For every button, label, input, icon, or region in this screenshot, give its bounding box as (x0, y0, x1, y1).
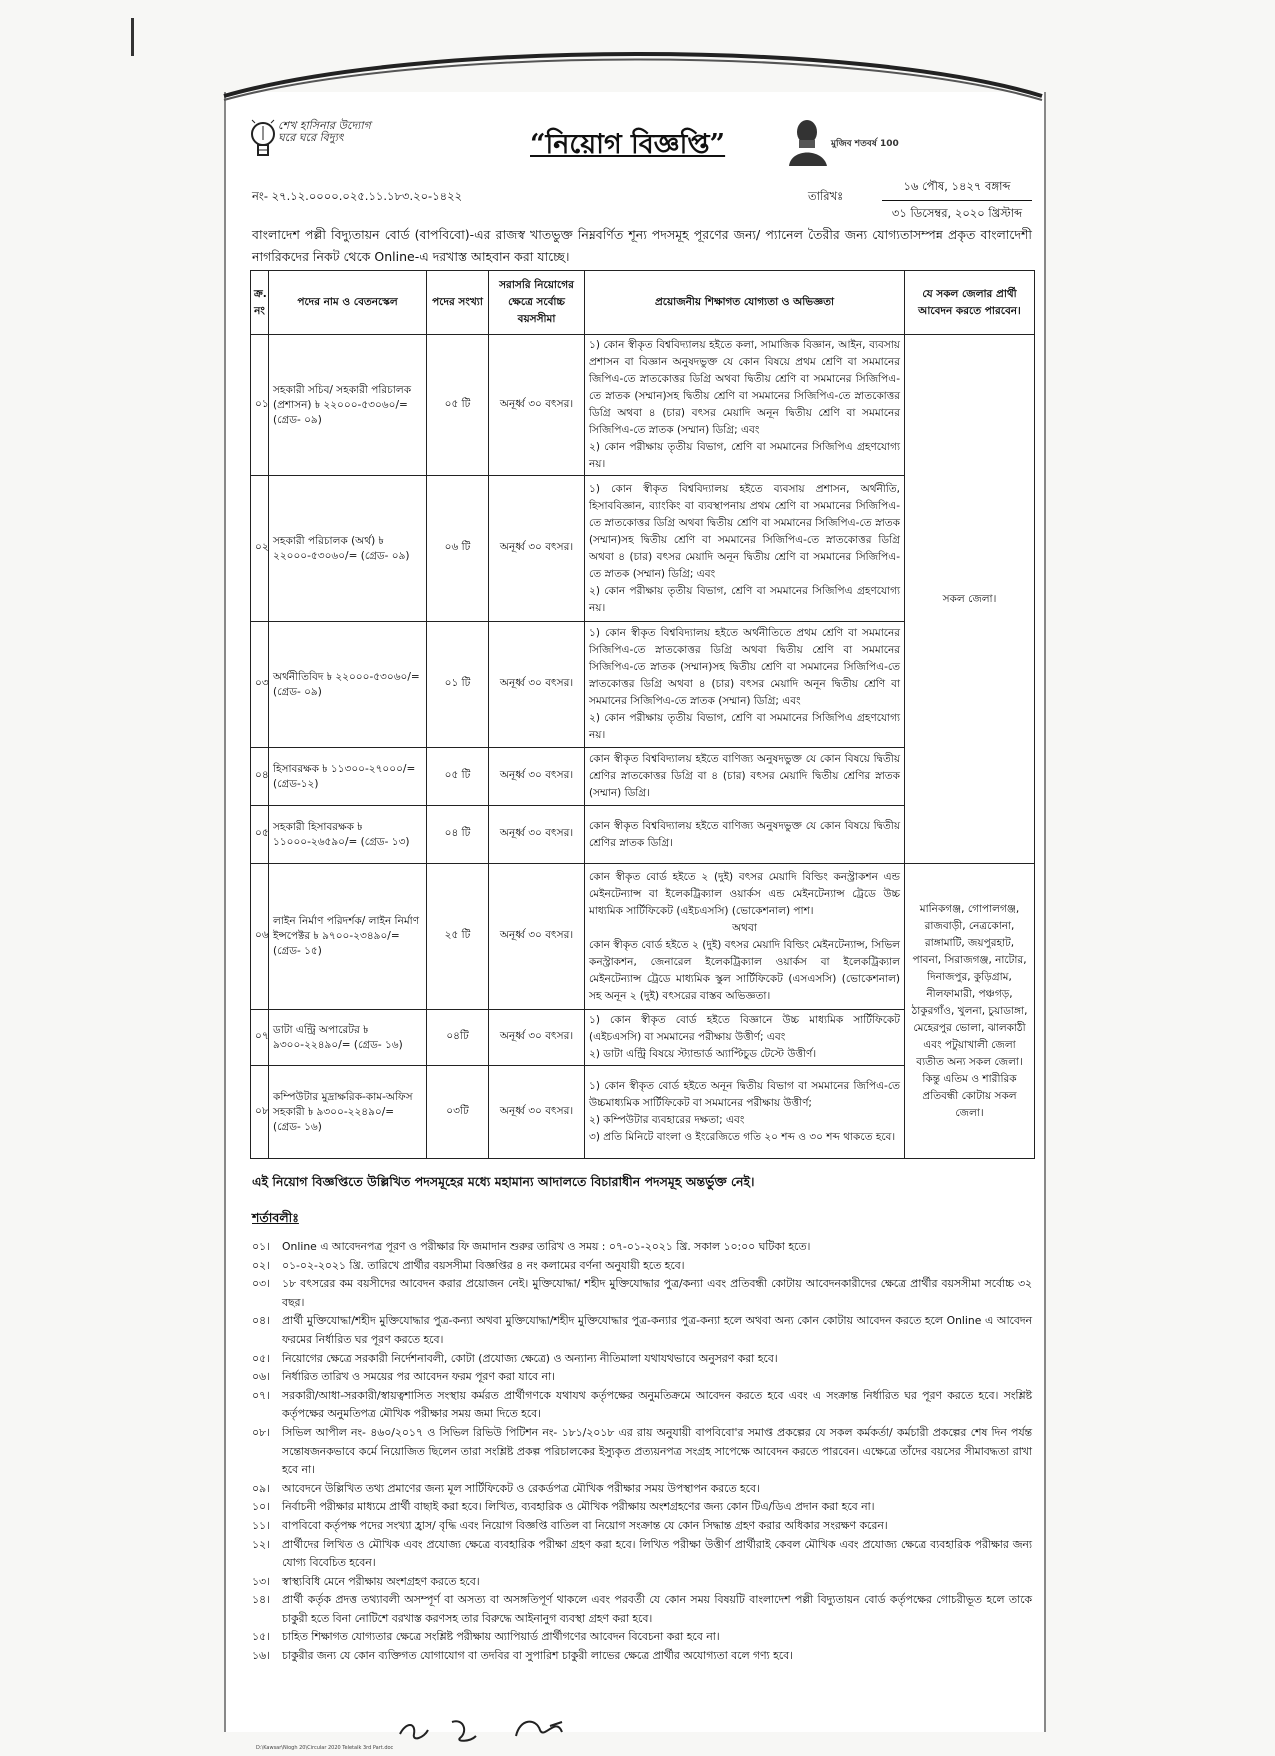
term-text: প্রার্থী মুক্তিযোদ্ধা/শহীদ মুক্তিযোদ্ধার পুত্র-কন্যা অথবা মুক্তিযোদ্ধা/শহীদ মুক্তিযোদ্ধার পুত্র-কন্যার পুত্র-কন্যা হলে অথবা অন্য কোন কোটায় আবেদন করতে হলে Online এ আবেদন ফরমের নির্ধারিত ঘর পূরণ করতে হবে। (282, 1314, 1032, 1346)
term-text: নিয়োগের ক্ষেত্রে সরকারী নির্দেশনাবলী, কোটা (প্রযোজ্য ক্ষেত্রে) ও অন্যান্য নীতিমালা যথাযথভাবে অনুসরণ করা হবে। (282, 1351, 778, 1365)
row-serial: ০৪ (251, 748, 269, 806)
list-item (252, 1312, 1032, 1349)
row-post-name: সহকারী পরিচালক (অর্থ) ৳ ২২০০০-৫৩০৬০/= (গ্রেড- ০৯) (269, 476, 427, 622)
list-item (252, 1480, 1032, 1499)
row-post-count: ০১ টি (427, 622, 489, 748)
logo-left-text: শেখ হাসিনার উদ্যোগ ঘরে ঘরে বিদ্যুৎ (278, 119, 371, 144)
row-qualification (585, 1066, 905, 1159)
qualification-line: ২) কোন পরীক্ষায় তৃতীয় বিভাগ, শ্রেণি বা সমমানের সিজিপিএ গ্রহণযোগ্য নয়। (589, 441, 900, 470)
list-item (252, 1573, 1032, 1592)
term-number: ১২। (252, 1537, 270, 1551)
district-restricted-cell: মানিকগঞ্জ, গোপালগঞ্জ, রাজবাড়ী, নেত্রকোনা, রাঙ্গামাটি, জয়পুরহাট, পাবনা, সিরাজগঞ্জ, নাটোর, দিনাজপুর, কুড়িগ্রাম, নীলফামারী, পঞ্চগড়, ঠাকুরগাঁও, খুলনা, চুয়াডাঙ্গা, মেহেরপুর ভোলা, ঝালকাঠী এবং পটুয়াখালী জেলা ব্যতীত অন্য সকল জেলা। কিন্তু এতিম ও শারীরিক প্রতিবন্ধী কোটায় সকল জেলা। (905, 864, 1035, 1159)
term-text: ১৮ বৎসরের কম বয়সীদের আবেদন করার প্রয়োজন নেই। মুক্তিযোদ্ধা/ শহীদ মুক্তিযোদ্ধার পুত্র/কন্যা এবং প্রতিবন্ধী কোটায় আবেদনকারীদের ক্ষেত্রে প্রার্থীর বয়সসীমা সর্বোচ্চ ৩২ বছর। (282, 1277, 1032, 1309)
memo-number: নং- ২৭.১২.০০০০.০২৫.১১.১৮৩.২০-১৪২২ (252, 189, 463, 203)
term-number: ১৪। (252, 1593, 270, 1607)
term-number: ১৩। (252, 1574, 270, 1588)
term-number: ০৫। (252, 1351, 270, 1365)
row-post-name: লাইন নির্মাণ পরিদর্শক/ লাইন নির্মাণ ইন্সপেক্টর ৳ ৯৭০০-২৩৪৯০/= (গ্রেড- ১৫) (269, 864, 427, 1010)
row-post-name: কম্পিউটার মুদ্রাক্ষরিক-কাম-অফিস সহকারী ৳ ৯৩০০-২২৪৯০/= (গ্রেড- ১৬) (269, 1066, 427, 1159)
qualification-line: ১) কোন স্বীকৃত বোর্ড হইতে অনূন দ্বিতীয় বিভাগ বা সমমানের জিপিএ-তে উচ্চমাধ্যমিক সার্টিফিকেট বা সমমানের পরীক্ষায় উত্তীর্ণ; (589, 1080, 900, 1109)
term-number: ০৭। (252, 1388, 270, 1402)
sub-judice-note: এই নিয়োগ বিজ্ঞপ্তিতে উল্লিখিত পদসমূহের মধ্যে মহামান্য আদালতে বিচারাধীন পদসমূহ অন্তর্ভুক্ত নেই। (252, 1174, 755, 1189)
term-number: ০৪। (252, 1314, 270, 1328)
row-post-count: ০৩টি (427, 1066, 489, 1159)
qualification-line: ২) কম্পিউটার ব্যবহারের দক্ষতা; এবং (589, 1114, 745, 1126)
row-post-name: হিসাবরক্ষক ৳ ১১৩০০-২৭০০০/= (গ্রেড-১২) (269, 748, 427, 806)
district-all-cell: সকল জেলা। (905, 335, 1035, 864)
qualification-line: ১) কোন স্বীকৃত বিশ্ববিদ্যালয় হইতে কলা, সামাজিক বিজ্ঞান, আইন, ব্যবসায় প্রশাসন বা বিজ্ঞান অনুষদভুক্ত যে কোন বিষয়ে প্রথম শ্রেণি বা সমমানের জিপিএ-তে স্নাতকোত্তর ডিগ্রি অথবা দ্বিতীয় শ্রেণি বা সমমানের সিজিপিএ-তে স্নাতক (সম্মান)সহ দ্বিতীয় শ্রেণি বা সমমানের সিজিপিএ-তে স্নাতকোত্তর ডিগ্রি অথবা ৪ (চার) বৎসর মেয়াদি অনূন দ্বিতীয় শ্রেণি বা সমমানের সিজিপিএ-তে স্নাতক (সম্মান) ডিগ্রি; এবং (589, 339, 900, 436)
list-item (252, 1275, 1032, 1312)
row-post-count: ২৫ টি (427, 864, 489, 1010)
term-text: Online এ আবেদনপত্র পূরণ ও পরীক্ষার ফি জমাদান শুরুর তারিখ ও সময় : ০৭-০১-২০২১ খ্রি. সকাল ১০:০০ ঘটিকা হতে। (282, 1240, 811, 1253)
row-post-name: সহকারী সচিব/ সহকারী পরিচালক (প্রশাসন) ৳ ২২০০০-৫৩০৬০/= (গ্রেড- ০৯) (269, 335, 427, 476)
term-text: চাহিত শিক্ষাগত যোগ্যতার ক্ষেত্রে সংশ্লিষ্ট পরীক্ষায় অ্যাপিয়ার্ড প্রার্থীগণের আবেদন বিবেচনা করা হবে না। (282, 1630, 720, 1644)
sheikh-hasina-initiative-logo (250, 116, 400, 168)
list-item (252, 1387, 1032, 1424)
term-text: আবেদনে উল্লিখিত তথ্য প্রমাণের জন্য মূল সার্টিফিকেট ও রেকর্ডপত্র মৌখিক পরীক্ষার সময় উপস্থাপন করতে হবে। (282, 1481, 760, 1495)
list-item (252, 1517, 1032, 1536)
list-item (252, 1350, 1032, 1369)
list-item (252, 1498, 1032, 1517)
term-number: ০২। (252, 1258, 270, 1272)
row-age-limit: অনূর্ধ্ব ৩০ বৎসর। (489, 476, 585, 622)
initial-signature-1 (400, 1725, 428, 1738)
intro-paragraph: বাংলাদেশ পল্লী বিদ্যুতায়ন বোর্ড (বাপবিবো)-এর রাজস্ব খাতভুক্ত নিম্নবর্ণিত শূন্য পদসমূহ পূরণের জন্য/ প্যানেল তৈরীর জন্য যোগ্যতাসম্পন্ন প্রকৃত বাংলাদেশী নাগরিকদের নিকট থেকে Online-এ দরখাস্ত আহবান করা যাচ্ছে। (252, 227, 1032, 264)
row-age-limit: অনূর্ধ্ব ৩০ বৎসর। (489, 1066, 585, 1159)
footer-file-path: D:\Kawsar\Niogh 20\Circular 2020 Teletalk 3rd Part.doc (256, 1745, 394, 1751)
term-number: ১১। (252, 1518, 270, 1532)
list-item (252, 1647, 1032, 1666)
initial-signature-3 (516, 1722, 562, 1736)
qualification-line: ২) কোন পরীক্ষায় তৃতীয় বিভাগ, শ্রেণি বা সমমানের সিজিপিএ গ্রহণযোগ্য নয়। (589, 712, 900, 741)
row-serial: ০৫ (251, 806, 269, 864)
row-post-count: ০৪ টি (427, 806, 489, 864)
signatures (380, 1708, 640, 1748)
term-text: নির্বাচনী পরীক্ষার মাধ্যমে প্রার্থী বাছাই করা হবে। লিখিত, ব্যবহারিক ও মৌখিক পরীক্ষায় অংশগ্রহণের জন্য কোন টিএ/ডিএ প্রদান করা হবে না। (282, 1500, 875, 1514)
qualification-line: ১) কোন স্বীকৃত বোর্ড হইতে বিজ্ঞানে উচ্চ মাধ্যমিক সার্টিফিকেট (এইচএসসি) বা সমমানের পরীক্ষায় উত্তীর্ণ; এবং (589, 1014, 900, 1043)
date-bangla: ১৬ পৌষ, ১৪২৭ বঙ্গাব্দ (882, 178, 1032, 201)
term-number: ০১। (252, 1240, 270, 1253)
col-header-age: সরাসরি নিয়োগের ক্ষেত্রে সর্বোচ্চ বয়সসীমা (489, 271, 585, 335)
row-post-count: ০৬ টি (427, 476, 489, 622)
row-post-name: ডাটা এন্ট্রি অপারেটর ৳ ৯৩০০-২২৪৯০/= (গ্রেড- ১৬) (269, 1010, 427, 1066)
col-header-sl: ক্র. নং (251, 271, 269, 335)
qualification-line: ১) কোন স্বীকৃত বিশ্ববিদ্যালয় হইতে অর্থনীতিতে প্রথম শ্রেণি বা সমমানের সিজিপিএ-তে স্নাতকোত্তর ডিগ্রি অথবা দ্বিতীয় শ্রেণি বা সমমানের সিজিপিএ-তে স্নাতক (সম্মান)সহ দ্বিতীয় শ্রেণি বা সমমানের সিজিপিএ-তে স্নাতকোত্তর ডিগ্রি অথবা ৪ (চার) বৎসর মেয়াদি অনূন দ্বিতীয় শ্রেণি বা সমমানের সিজিপিএ-তে স্নাতক (সম্মান) ডিগ্রি; এবং (589, 627, 900, 707)
qualification-or: অথবা (732, 921, 757, 934)
row-serial: ০২ (251, 476, 269, 622)
row-qualification (585, 622, 905, 748)
page-title: “নিয়োগ বিজ্ঞপ্তি” (530, 129, 726, 160)
term-text: বাপবিবো কর্তৃপক্ষ পদের সংখ্যা হ্রাস/ বৃদ্ধি এবং নিয়োগ বিজ্ঞপ্তি বাতিল বা নিয়োগ সংক্রান্ত যে কোন সিদ্ধান্ত গ্রহণ করার অধিকার সংরক্ষণ করেন। (282, 1518, 888, 1532)
portrait-icon (785, 116, 831, 166)
date-label: তারিখঃ (808, 189, 844, 203)
col-header-district: যে সকল জেলার প্রার্থী আবেদন করতে পারবেন। (905, 271, 1035, 335)
qualification-line: কোন স্বীকৃত বিশ্ববিদ্যালয় হইতে বাণিজ্য অনুষদভুক্ত যে কোন বিষয়ে দ্বিতীয় শ্রেণির স্নাতকোত্তর ডিগ্রি বা ৪ (চার) বৎসর মেয়াদি দ্বিতীয় শ্রেণির স্নাতক (সম্মান) ডিগ্রি। (589, 753, 900, 799)
list-item (252, 1628, 1032, 1647)
qualification-line: কোন স্বীকৃত বিশ্ববিদ্যালয় হইতে বাণিজ্য অনুষদভুক্ত যে কোন বিষয়ে দ্বিতীয় শ্রেণির স্নাতক ডিগ্রি। (589, 819, 900, 849)
qualification-line: ২) ডাটা এন্ট্রি বিষয়ে স্ট্যান্ডার্ড অ্যাপ্টিচুড টেস্টে উত্তীর্ণ। (589, 1048, 817, 1060)
row-qualification (585, 864, 905, 1010)
light-bulb-icon (250, 118, 276, 166)
term-text: স্বাস্থ্যবিধি মেনে পরীক্ষায় অংশগ্রহণ করতে হবে। (282, 1574, 480, 1588)
list-item (252, 1368, 1032, 1387)
list-item (252, 1257, 1032, 1276)
row-post-name: অর্থনীতিবিদ ৳ ২২০০০-৫৩০৬০/= (গ্রেড- ০৯) (269, 622, 427, 748)
table-header-row (251, 271, 1035, 335)
initial-signature-2 (452, 1721, 476, 1740)
table-row (251, 864, 1035, 1010)
logo-right-text: মুজিব শতবর্ষ 100 (831, 139, 899, 149)
row-post-name: সহকারী হিসাবরক্ষক ৳ ১১০০০-২৬৫৯০/= (গ্রেড- ১৩) (269, 806, 427, 864)
vacancy-table (250, 270, 1035, 1159)
row-qualification (585, 476, 905, 622)
row-serial: ০১ (251, 335, 269, 476)
term-text: নির্ধারিত তারিখ ও সময়ের পর আবেদন ফরম পূরণ করা যাবে না। (282, 1370, 555, 1384)
term-text: চাকুরীর জন্য যে কোন ব্যক্তিগত যোগাযোগ বা তদবির বা সুপারিশ চাকুরী লাভের ক্ষেত্রে প্রার্থীর অযোগ্যতা বলে গণ্য হবে। (282, 1649, 794, 1663)
row-post-count: ০৫ টি (427, 748, 489, 806)
row-serial: ০৬ (251, 864, 269, 1010)
term-text: সরকারী/আধা-সরকারী/স্বায়ত্বশাসিত সংস্থায় কর্মরত প্রার্থীগণকে যথাযথ কর্তৃপক্ষের অনুমতিক্রমে আবেদন করতে হবে এবং এ সংক্রান্ত নির্ধারিত ঘর পূরণ করতে হবে। সংশ্লিষ্ট কর্তৃপক্ষের অনুমতিপত্র মৌখিক পরীক্ষার সময় জমা দিতে হবে। (282, 1388, 1032, 1421)
row-age-limit: অনূর্ধ্ব ৩০ বৎসর। (489, 335, 585, 476)
list-item (252, 1591, 1032, 1628)
date-gregorian: ৩১ ডিসেম্বর, ২০২০ খ্রিস্টাব্দ (891, 206, 1023, 220)
notice-header (250, 116, 1030, 172)
term-number: ০৮। (252, 1425, 270, 1439)
row-serial: ০৩ (251, 622, 269, 748)
term-number: ১৬। (252, 1649, 270, 1663)
col-header-count: পদের সংখ্যা (427, 271, 489, 335)
col-header-qualification: প্রয়োজনীয় শিক্ষাগত যোগ্যতা ও অভিজ্ঞতা (585, 271, 905, 335)
row-qualification (585, 806, 905, 864)
row-serial: ০৮ (251, 1066, 269, 1159)
table-row (251, 335, 1035, 476)
list-item (252, 1424, 1032, 1480)
col-header-name: পদের নাম ও বেতনস্কেল (269, 271, 427, 335)
term-number: ০৩। (252, 1277, 270, 1291)
qualification-line: ১) কোন স্বীকৃত বিশ্ববিদ্যালয় হইতে ব্যবসায় প্রশাসন, অর্থনীতি, হিসাববিজ্ঞান, ব্যাংকিং বা ব্যবস্থাপনায় প্রথম শ্রেণি বা সমমানের সিজিপিএ-তে স্নাতকোত্তর ডিগ্রি অথবা দ্বিতীয় শ্রেণি বা সমমানের সিজিপিএ-তে স্নাতক (সম্মান)সহ দ্বিতীয় শ্রেণি বা সমমানের সিজিপিএ-তে স্নাতকোত্তর ডিগ্রি অথবা ৪ (চার) বৎসর মেয়াদি অনূন দ্বিতীয় শ্রেণি বা সমমানের সিজিপিএ-তে স্নাতক (সম্মান) ডিগ্রি; এবং (589, 482, 900, 580)
term-text: ০১-০২-২০২১ খ্রি. তারিখে প্রার্থীর বয়সসীমা বিজ্ঞপ্তির ৪ নং কলামের বর্ণনা অনুযায়ী হতে হবে। (282, 1258, 685, 1272)
row-age-limit: অনূর্ধ্ব ৩০ বৎসর। (489, 806, 585, 864)
list-item (252, 1536, 1032, 1573)
term-text: সিভিল আপীল নং- ৪৬০/২০১৭ ও সিভিল রিভিউ পিটিশন নং- ১৮১/২০১৮ এর রায় অনুযায়ী বাপবিবো'র সমাপ্ত প্রকল্পের যে সকল কর্মকর্তা/ কর্মচারী প্রকল্পের শেষ দিন পর্যন্ত সন্তোষজনকভাবে কর্মে নিয়োজিত ছিলেন তারা সংশ্লিষ্ট প্রকল্প পরিচালকের ইস্যুকৃত প্রত্যয়নপত্র সংগ্রহ সাপেক্ষে আবেদন করতে পারবেন। এক্ষেত্রে তাঁদের বয়সের সীমাবদ্ধতা রাখা হবে না। (282, 1425, 1032, 1477)
row-post-count: ০৫ টি (427, 335, 489, 476)
terms-list (252, 1238, 1032, 1666)
top-border-curve (0, 0, 1275, 110)
term-text: প্রার্থীদের লিখিত ও মৌখিক এবং প্রযোজ্য ক্ষেত্রে ব্যবহারিক পরীক্ষা গ্রহণ করা হবে। লিখিত পরীক্ষা উত্তীর্ণ প্রার্থীরাই কেবল মৌখিক এবং প্রযোজ্য ক্ষেত্রে ব্যবহারিক পরীক্ষার জন্য যোগ্য বিবেচিত হবেন। (282, 1537, 1032, 1570)
row-age-limit: অনূর্ধ্ব ৩০ বৎসর। (489, 622, 585, 748)
row-age-limit: অনূর্ধ্ব ৩০ বৎসর। (489, 864, 585, 1010)
term-number: ০৬। (252, 1370, 270, 1384)
date-block (882, 178, 1032, 224)
row-age-limit: অনূর্ধ্ব ৩০ বৎসর। (489, 1010, 585, 1066)
mujib-centenary-logo (785, 116, 935, 168)
qualification-line: ২) কোন পরীক্ষায় তৃতীয় বিভাগ, শ্রেণি বা সমমানের সিজিপিএ গ্রহণযোগ্য নয়। (589, 584, 900, 614)
row-age-limit: অনূর্ধ্ব ৩০ বৎসর। (489, 748, 585, 806)
terms-heading: শর্তাবলীঃ (252, 1210, 299, 1225)
qualification-line: কোন স্বীকৃত বোর্ড হইতে ২ (দুই) বৎসর মেয়াদি বিল্ডিং কনস্ট্রাকশন এন্ড মেইনটেন্যান্স বা ইলেকট্রিক্যাল ওয়ার্কস এন্ড মেইনটেন্যান্স ট্রেডে উচ্চ মাধ্যমিক সার্টিফিকেট (এইচএসসি) (ভোকেশনাল) পাশ। (589, 870, 900, 917)
term-number: ১০। (252, 1500, 270, 1514)
row-qualification (585, 1010, 905, 1066)
term-number: ০৯। (252, 1481, 270, 1495)
row-qualification (585, 335, 905, 476)
row-serial: ০৭ (251, 1010, 269, 1066)
term-number: ১৫। (252, 1630, 270, 1644)
qualification-line: কোন স্বীকৃত বোর্ড হইতে ২ (দুই) বৎসর মেয়াদি বিল্ডিং মেইনটেন্যান্স, সিভিল কনস্ট্রাকশন, জেনারেল ইলেকট্রিক্যাল ওয়ার্কস বা ইলেকট্রিক্যাল মেইনটেন্যান্স ট্রেডে মাধ্যমিক স্কুল সার্টিফিকেট (এসএসসি) (ভোকেশনাল) সহ অনূন ২ (দুই) বৎসরের বাস্তব অভিজ্ঞতা। (589, 938, 900, 1002)
qualification-line: ৩) প্রতি মিনিটে বাংলা ও ইংরেজিতে গতি ২০ শব্দ ও ৩০ শব্দ থাকতে হবে। (589, 1131, 896, 1143)
row-qualification (585, 748, 905, 806)
row-post-count: ০৪টি (427, 1010, 489, 1066)
term-text: প্রার্থী কর্তৃক প্রদত্ত তথ্যাবলী অসম্পূর্ণ বা অসত্য বা অসঙ্গতিপূর্ণ থাকলে এবং পরবর্তী যে কোন সময় বিষয়টি বাংলাদেশ পল্লী বিদ্যুতায়ন বোর্ড কর্তৃপক্ষের গোচরীভূত হলে তাকে চাকুরী হতে বিনা নোটিশে বরখাস্ত করণসহ তার বিরুদ্ধে আইনানুগ ব্যবস্থা গ্রহণ করা হবে। (282, 1593, 1032, 1625)
list-item (252, 1238, 1032, 1257)
